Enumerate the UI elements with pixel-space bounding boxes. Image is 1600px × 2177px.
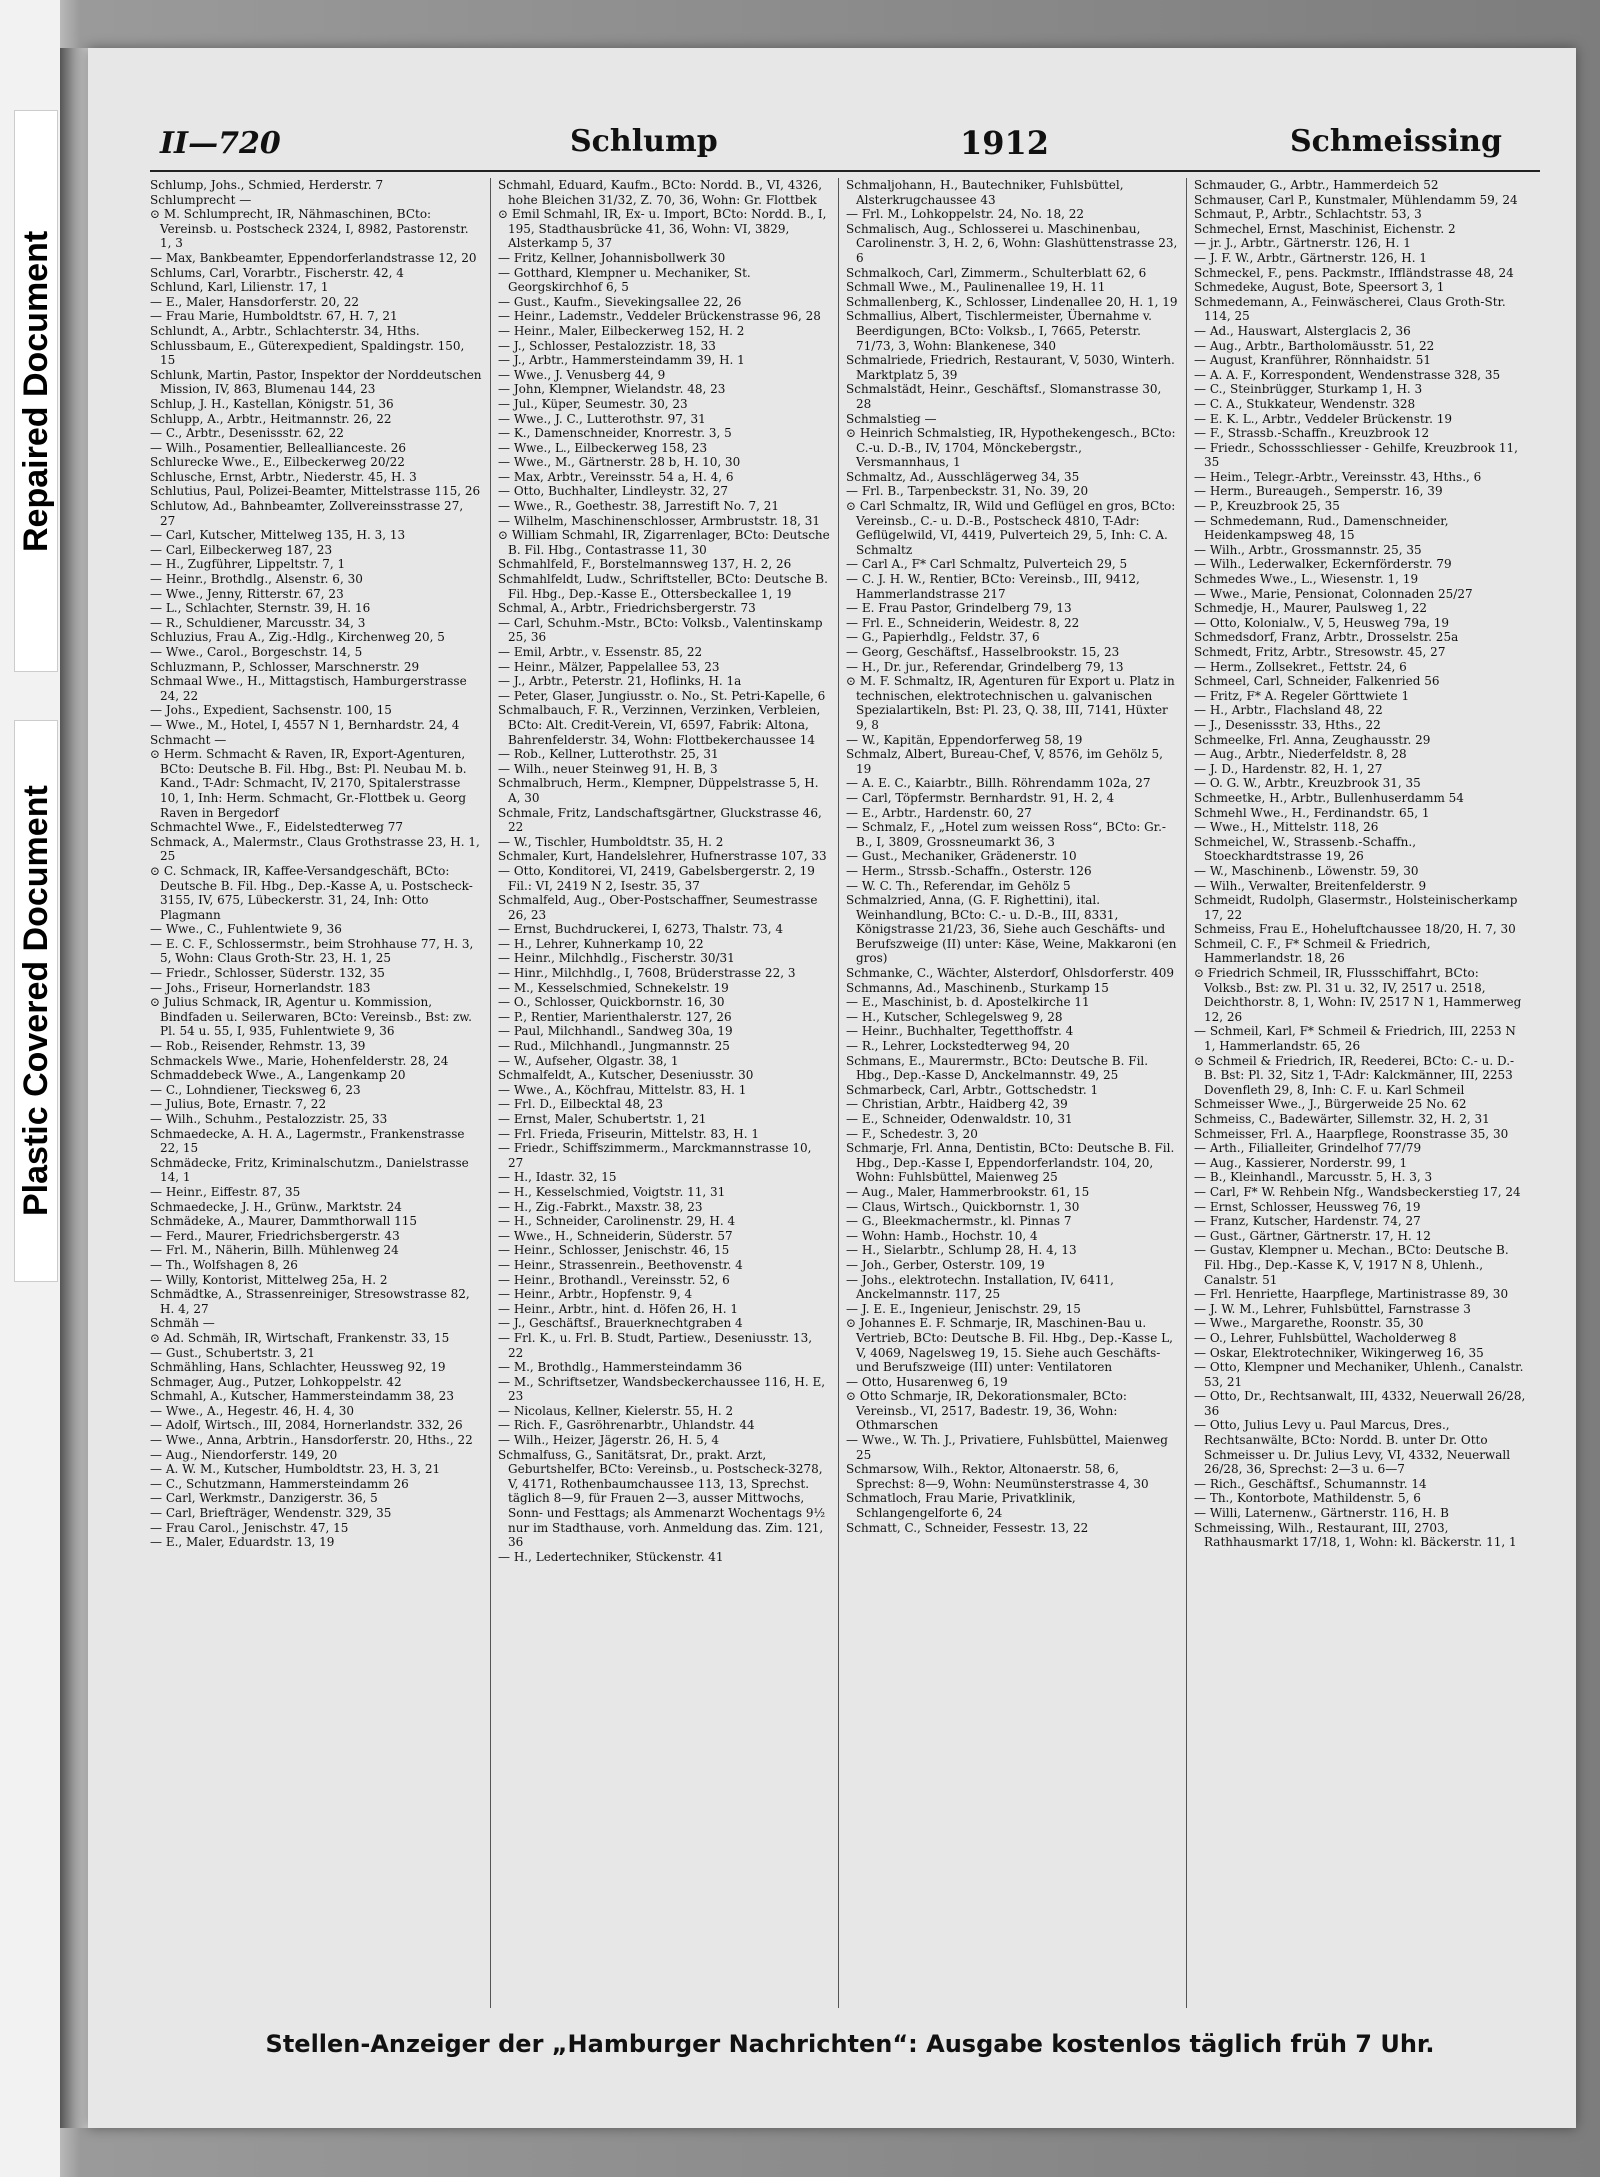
directory-entry: Schmeil, C. F., F* Schmeil & Friedrich, Hammerlandstr. 18, 26 bbox=[1194, 936, 1431, 966]
directory-entry: — Wwe., A., Köchfrau, Mittelstr. 83, H. 1 bbox=[498, 1082, 747, 1097]
directory-entry: — J. D., Hardenstr. 82, H. 1, 27 bbox=[1194, 761, 1383, 776]
directory-entry: — Schmeil, Karl, F* Schmeil & Friedrich, III, 2253 N 1, Hammerlandstr. 65, 26 bbox=[1194, 1024, 1516, 1054]
directory-entry: Schmalz, Albert, Bureau-Chef, V, 8576, im Gehölz 5, 19 bbox=[846, 747, 1163, 776]
directory-entry: — Otto, Konditorei, VI, 2419, Gabelsbergerstr. 2, 19 Fil.: VI, 2419 N 2, Isestr. 35, 37 bbox=[498, 863, 815, 893]
directory-entry: — J., Geschäftsf., Brauerknechtgraben 4 bbox=[498, 1316, 743, 1331]
directory-entry: ⊙ M. Schlumprecht, IR, Nähmaschinen, BCto: Vereinsb. u. Postscheck 2324, I, 8982, Pastorenstr. 1, 3 bbox=[150, 207, 469, 251]
directory-entry: — Frl. B., Tarpenbeckstr. 31, No. 39, 20 bbox=[846, 484, 1089, 499]
directory-entry: Schmaal Wwe., H., Mittagstisch, Hamburgerstrasse 24, 22 bbox=[150, 674, 467, 703]
directory-entry: — Aug., Arbtr., Niederfeldstr. 8, 28 bbox=[1194, 747, 1407, 762]
directory-entry: — Ferd., Maurer, Friedrichsbergerstr. 43 bbox=[150, 1228, 400, 1243]
directory-entry: — Frl. E., Schneiderin, Weidestr. 8, 22 bbox=[846, 615, 1080, 630]
directory-entry: — Johs., Expedient, Sachsenstr. 100, 15 bbox=[150, 703, 392, 718]
directory-entry: — Wwe., H., Schneiderin, Süderstr. 57 bbox=[498, 1228, 733, 1243]
directory-entry: Schmedsdorf, Franz, Arbtr., Drosselstr. 25a bbox=[1194, 630, 1459, 645]
directory-entry: Schmahlfeldt, Ludw., Schriftsteller, BCto: Deutsche B. Fil. Hbg., Dep.-Kasse E., Ottersbeckallee 1, 19 bbox=[498, 572, 828, 601]
directory-entry: — Gust., Mechaniker, Grädenerstr. 10 bbox=[846, 849, 1077, 864]
directory-entry: Schmeichel, W., Strassenb.-Schaffn., Stoeckhardtstrasse 19, 26 bbox=[1194, 834, 1417, 864]
repaired-document-label: Repaired Document bbox=[14, 110, 58, 672]
directory-entry: Schmarje, Frl. Anna, Dentistin, BCto: Deutsche B. Fil. Hbg., Dep.-Kasse I, Eppendorferlandstr. 104, 20, Wohn: Fuhlsbüttel, Maienweg 25 bbox=[846, 1141, 1175, 1185]
directory-entry: — F., Schedestr. 3, 20 bbox=[846, 1126, 978, 1141]
directory-entry: Schlussbaum, E., Güterexpedient, Spaldingstr. 150, 15 bbox=[150, 338, 465, 368]
directory-entry: — M., Kesselschmied, Schnekelstr. 19 bbox=[498, 980, 729, 995]
directory-entry: — Wwe., M., Gärtnerstr. 28 b, H. 10, 30 bbox=[498, 455, 741, 470]
directory-entry: — H., Zugführer, Lippeltstr. 7, 1 bbox=[150, 557, 346, 572]
directory-entry: — Frl. D., Eilbecktal 48, 23 bbox=[498, 1097, 663, 1112]
directory-entry: — H., Zig.-Fabrkt., Maxstr. 38, 23 bbox=[498, 1199, 703, 1214]
directory-entry: Schmeelke, Frl. Anna, Zeughausstr. 29 bbox=[1194, 732, 1431, 747]
directory-entry: — J., Arbtr., Hammersteindamm 39, H. 1 bbox=[498, 353, 745, 368]
directory-entry: — C., Schutzmann, Hammersteindamm 26 bbox=[150, 1476, 409, 1491]
directory-entry: — A. E. C., Kaiarbtr., Billh. Röhrendamm 102a, 27 bbox=[846, 776, 1151, 791]
directory-entry: — Wwe., J. Venusberg 44, 9 bbox=[498, 367, 666, 382]
directory-entry: — Johs., elektrotechn. Installation, IV, 6411, Anckelmannstr. 117, 25 bbox=[846, 1272, 1114, 1302]
directory-entry: — Willy, Kontorist, Mittelweg 25a, H. 2 bbox=[150, 1272, 388, 1287]
directory-entry: — Gotthard, Klempner u. Mechaniker, St. Georgskirchhof 6, 5 bbox=[498, 265, 751, 295]
directory-entry: — E. Frau Pastor, Grindelberg 79, 13 bbox=[846, 601, 1072, 616]
directory-entry: — Carl, Eilbeckerweg 187, 23 bbox=[150, 542, 333, 557]
directory-entry: — O., Schlosser, Quickbornstr. 16, 30 bbox=[498, 995, 725, 1010]
directory-entry: — Carl A., F* Carl Schmaltz, Pulverteich 29, 5 bbox=[846, 557, 1128, 572]
directory-entry: — Heim., Telegr.-Arbtr., Vereinsstr. 43, Hths., 6 bbox=[1194, 469, 1482, 484]
directory-entry: — Julius, Bote, Ernastr. 7, 22 bbox=[150, 1097, 327, 1112]
directory-entry: — Wwe., H., Mittelstr. 118, 26 bbox=[1194, 820, 1379, 835]
directory-entry: ⊙ M. F. Schmaltz, IR, Agenturen für Export u. Platz in technischen, elektrotechnischen u. galvanischen Spezialartikeln, Bst: Pl. 23, Q. 38, III, 7141, Hüxter 9, 8 bbox=[846, 674, 1175, 732]
directory-entry: — E., Maler, Hansdorferstr. 20, 22 bbox=[150, 294, 360, 309]
directory-entry: — Wwe., A., Hegestr. 46, H. 4, 30 bbox=[150, 1403, 354, 1418]
directory-entry: — Otto, Klempner und Mechaniker, Uhlenh., Canalstr. 53, 21 bbox=[1194, 1360, 1524, 1389]
directory-entry: — Carl, Werkmstr., Danzigerstr. 36, 5 bbox=[150, 1491, 378, 1506]
directory-entry: — Otto, Kolonialw., V, 5, Heusweg 79a, 19 bbox=[1194, 615, 1450, 630]
directory-entry: — H., Kesselschmied, Voigtstr. 11, 31 bbox=[498, 1184, 726, 1199]
directory-entry: — August, Kranführer, Rönnhaidstr. 51 bbox=[1194, 353, 1432, 368]
directory-entry: — J., Arbtr., Peterstr. 21, Hoflinks, H. 1a bbox=[498, 674, 742, 689]
directory-entry: — Carl, Kutscher, Mittelweg 135, H. 3, 13 bbox=[150, 528, 406, 543]
directory-entry: — E. K. L., Arbtr., Veddeler Brückenstr. 19 bbox=[1194, 411, 1452, 426]
directory-entry: — Schmalz, F., „Hotel zum weissen Ross“, BCto: Gr.-B., I, 3809, Grossneumarkt 36, 3 bbox=[846, 820, 1166, 849]
directory-entry: — Aug., Arbtr., Bartholomäusstr. 51, 22 bbox=[1194, 338, 1435, 353]
directory-entry: Schmeidt, Rudolph, Glasermstr., Holsteinischerkamp 17, 22 bbox=[1194, 893, 1518, 922]
directory-entry: — Th., Kontorbote, Mathildenstr. 5, 6 bbox=[1194, 1491, 1421, 1506]
directory-entry: Schmans, E., Maurermstr., BCto: Deutsche B. Fil. Hbg., Dep.-Kasse D, Anckelmannstr. 49, 25 bbox=[846, 1053, 1149, 1083]
directory-entry: — Ad., Hauswart, Alsterglacis 2, 36 bbox=[1194, 323, 1411, 338]
directory-entry: — Rich. F., Gasröhrenarbtr., Uhlandstr. 44 bbox=[498, 1418, 755, 1433]
directory-entry: — Wilhelm, Maschinenschlosser, Armbruststr. 18, 31 bbox=[498, 513, 820, 528]
directory-entry: — Heinr., Milchhdlg., Fischerstr. 30/31 bbox=[498, 951, 735, 966]
directory-entry: — Nicolaus, Kellner, Kielerstr. 55, H. 2 bbox=[498, 1403, 734, 1418]
directory-entry: — Gust., Schubertstr. 3, 21 bbox=[150, 1345, 315, 1360]
directory-entry: Schmeiss, Frau E., Hoheluftchaussee 18/20, H. 7, 30 bbox=[1194, 922, 1516, 937]
header-rule bbox=[150, 170, 1540, 172]
directory-entry: — J. E. E., Ingenieur, Jenischstr. 29, 15 bbox=[846, 1301, 1081, 1316]
directory-entry: Schmädecke, Fritz, Kriminalschutzm., Danielstrasse 14, 1 bbox=[150, 1155, 469, 1185]
directory-entry: Schmalriede, Friedrich, Restaurant, V, 5030, Winterh. Marktplatz 5, 39 bbox=[846, 353, 1175, 382]
directory-entry: Schlup, J. H., Kastellan, Königstr. 51, 36 bbox=[150, 396, 394, 411]
directory-entry: — Arth., Filialleiter, Grindelhof 77/79 bbox=[1194, 1141, 1422, 1156]
directory-entry: — E., Arbtr., Hardenstr. 60, 27 bbox=[846, 805, 1032, 820]
directory-entry: — G., Papierhdlg., Feldstr. 37, 6 bbox=[846, 630, 1040, 645]
directory-entry: — W., Aufseher, Olgastr. 38, 1 bbox=[498, 1053, 679, 1068]
directory-entry: — Wwe., Margarethe, Roonstr. 35, 30 bbox=[1194, 1316, 1424, 1331]
directory-entry: — J. W. M., Lehrer, Fuhlsbüttel, Farnstrasse 3 bbox=[1194, 1301, 1471, 1316]
directory-entry: ⊙ Schmeil & Friedrich, IR, Reederei, BCto: C.- u. D.-B. Bst: Pl. 32, Sitz 1, T-Adr: Kalckmänner, III, 2253 Dovenfleth 29, 8, Inh: C. F. u. Karl Schmeil bbox=[1194, 1053, 1515, 1097]
directory-entry: — O., Lehrer, Fuhlsbüttel, Wacholderweg 8 bbox=[1194, 1330, 1457, 1345]
directory-entry: Schmatt, C., Schneider, Fessestr. 13, 22 bbox=[846, 1520, 1089, 1535]
directory-entry: Schlund, Karl, Lilienstr. 17, 1 bbox=[150, 280, 329, 295]
directory-entry: — Wilh., Schuhm., Pestalozzistr. 25, 33 bbox=[150, 1112, 388, 1126]
directory-entry: — Adolf, Wirtsch., III, 2084, Hornerlandstr. 332, 26 bbox=[150, 1418, 463, 1433]
directory-entry: Schmedes Wwe., L., Wiesenstr. 1, 19 bbox=[1194, 572, 1419, 587]
directory-entry: — Herm., Zollsekret., Fettstr. 24, 6 bbox=[1194, 659, 1407, 674]
directory-entry: Schmedeke, August, Bote, Speersort 3, 1 bbox=[1194, 280, 1445, 295]
directory-entry: — Otto, Buchhalter, Lindleystr. 32, 27 bbox=[498, 484, 728, 499]
directory-entry: Schmeisser Wwe., J., Bürgerweide 25 No. 62 bbox=[1194, 1097, 1467, 1112]
directory-entry: — Heinr., Mälzer, Pappelallee 53, 23 bbox=[498, 659, 720, 674]
directory-entry: — Wilh., Heizer, Jägerstr. 26, H. 5, 4 bbox=[498, 1433, 720, 1448]
directory-entry: — Th., Wolfshagen 8, 26 bbox=[150, 1257, 298, 1272]
directory-entry: Schmaut, P., Arbtr., Schlachtstr. 53, 3 bbox=[1194, 207, 1422, 222]
directory-entry: — Frl. Frieda, Friseurin, Mittelstr. 83, H. 1 bbox=[498, 1126, 759, 1141]
directory-entry: — Peter, Glaser, Jungiusstr. o. No., St. Petri-Kapelle, 6 bbox=[498, 688, 826, 703]
page-binding-edge bbox=[60, 48, 88, 2128]
directory-entry: — Frau Carol., Jenischstr. 47, 15 bbox=[150, 1520, 349, 1535]
directory-entry: Schmallius, Albert, Tischlermeister, Übernahme v. Beerdigungen, BCto: Volksb., I, 7665, Peterstr. 71/73, 3, Wohn: Blankenese, 340 bbox=[846, 309, 1152, 353]
directory-entry: — O. G. W., Arbtr., Kreuzbrook 31, 35 bbox=[1194, 776, 1421, 791]
directory-entry: ⊙ Julius Schmack, IR, Agentur u. Kommission, Bindfaden u. Seilerwaren, BCto: Vereinsb., Bst: zw. Pl. 54 u. 55, I, 935, Fuhlentwiete 9, 36 bbox=[150, 995, 472, 1039]
directory-entry: — Herm., Bureaugeh., Semperstr. 16, 39 bbox=[1194, 484, 1443, 499]
directory-entry: — P., Rentier, Marienthalerstr. 127, 26 bbox=[498, 1009, 732, 1024]
directory-entry: — K., Damenschneider, Knorrestr. 3, 5 bbox=[498, 426, 732, 441]
directory-entry: — Wilh., Posamentier, Belleallianceste. 26 bbox=[150, 440, 406, 455]
directory-entry: — W., Kapitän, Eppendorferweg 58, 19 bbox=[846, 732, 1083, 747]
directory-entry: — J., Schlosser, Pestalozzistr. 18, 33 bbox=[498, 338, 716, 353]
column-divider bbox=[490, 178, 491, 2008]
directory-entry: — Herm., Strssb.-Schaffn., Osterstr. 126 bbox=[846, 863, 1092, 878]
directory-entry: — B., Kleinhandl., Marcusstr. 5, H. 3, 3 bbox=[1194, 1170, 1433, 1185]
directory-entry: Schmechel, Ernst, Maschinist, Eichenstr. 2 bbox=[1194, 221, 1456, 236]
directory-entry: — A. W. M., Kutscher, Humboldtstr. 23, H. 3, 21 bbox=[150, 1462, 441, 1477]
directory-entry: — H., Sielarbtr., Schlump 28, H. 4, 13 bbox=[846, 1243, 1077, 1258]
directory-entry: — Carl, Briefträger, Wendenstr. 329, 35 bbox=[150, 1506, 392, 1521]
directory-columns bbox=[150, 178, 1540, 2008]
directory-entry: — Frl. M., Lohkoppelstr. 24, No. 18, 22 bbox=[846, 207, 1085, 222]
directory-entry: Schmalzried, Anna, (G. F. Righettini), ital. Weinhandlung, BCto: C.- u. D.-B., III, 8331, Königstrasse 21/23, 36, Siehe auch Geschäfts- und Berufszweige (II) unter: Käse, Weine, Makkaroni (en gros) bbox=[846, 893, 1177, 966]
directory-entry: — Frau Marie, Humboldtstr. 67, H. 7, 21 bbox=[150, 309, 398, 324]
directory-entry: — Hinr., Milchhdlg., I, 7608, Brüderstrasse 22, 3 bbox=[498, 966, 796, 981]
directory-entry: — Rob., Reisender, Rehmstr. 13, 39 bbox=[150, 1039, 366, 1054]
directory-entry: Schmanns, Ad., Maschinenb., Sturkamp 15 bbox=[846, 980, 1109, 995]
plastic-covered-document-label: Plastic Covered Document bbox=[14, 720, 58, 1282]
directory-entry: Schlurecke Wwe., E., Eilbeckerweg 20/22 bbox=[150, 455, 405, 470]
directory-entry: — Heinr., Strassenrein., Beethovenstr. 4 bbox=[498, 1257, 743, 1272]
directory-entry: — Fritz, F* A. Regeler Görttwiete 1 bbox=[1194, 688, 1410, 703]
page-header bbox=[160, 120, 1540, 170]
directory-entry: — Christian, Arbtr., Haidberg 42, 39 bbox=[846, 1097, 1068, 1112]
directory-entry: — Otto, Julius Levy u. Paul Marcus, Dres., Rechtsanwälte, BCto: Nordd. B. unter Dr. Otto Schmeisser u. Dr. Julius Levy, VI, 4332, Neuerwall 26/28, 36, Sprechst: 2—3 u. 6—7 bbox=[1194, 1418, 1511, 1477]
directory-entry: ⊙ Otto Schmarje, IR, Dekorationsmaler, BCto: Vereinsb., VI, 2517, Badestr. 19, 36, Wohn: Othmarschen bbox=[846, 1389, 1127, 1433]
directory-entry: — Heinr., Maler, Eilbeckerweg 152, H. 2 bbox=[498, 323, 745, 338]
directory-entry: Schmager, Aug., Putzer, Lohkoppelstr. 42 bbox=[150, 1374, 402, 1389]
directory-entry: — Fritz, Kellner, Johannisbollwerk 30 bbox=[498, 250, 726, 265]
directory-entry: — C., Steinbrügger, Sturkamp 1, H. 3 bbox=[1194, 382, 1423, 397]
directory-entry: — Wwe., Jenny, Ritterstr. 67, 23 bbox=[150, 586, 344, 601]
directory-entry: Schmachtel Wwe., F., Eidelstedterweg 77 bbox=[150, 820, 404, 835]
directory-entry: — Heinr., Arbtr., hint. d. Höfen 26, H. 1 bbox=[498, 1301, 739, 1316]
directory-entry: — H., Dr. jur., Referendar, Grindelberg 79, 13 bbox=[846, 659, 1124, 674]
directory-entry: — Gust., Gärtner, Gärtnerstr. 17, H. 12 bbox=[1194, 1228, 1431, 1243]
directory-entry: — C., Arbtr., Desenissstr. 62, 22 bbox=[150, 426, 344, 441]
directory-entry: — Wwe., L., Eilbeckerweg 158, 23 bbox=[498, 440, 708, 455]
directory-entry: — E., Schneider, Odenwaldstr. 10, 31 bbox=[846, 1112, 1073, 1126]
directory-entry: — Georg, Geschäftsf., Hasselbrookstr. 15, 23 bbox=[846, 645, 1120, 659]
page-number: II—720 bbox=[160, 126, 281, 161]
directory-entry: — Aug., Maler, Hammerbrookstr. 61, 15 bbox=[846, 1184, 1090, 1199]
directory-entry: — Wwe., W. Th. J., Privatiere, Fuhlsbüttel, Maienweg 25 bbox=[846, 1433, 1168, 1462]
directory-entry: — E., Maschinist, b. d. Apostelkirche 11 bbox=[846, 995, 1090, 1010]
directory-entry: — Wwe., Carol., Borgeschstr. 14, 5 bbox=[150, 645, 363, 659]
directory-entry: Schmackels Wwe., Marie, Hohenfelderstr. 28, 24 bbox=[150, 1053, 449, 1068]
directory-entry: — Schmedemann, Rud., Damenschneider, Heidenkampsweg 48, 15 bbox=[1194, 513, 1449, 543]
directory-entry: Schlusche, Ernst, Arbtr., Niederstr. 45, H. 3 bbox=[150, 469, 417, 484]
column-divider bbox=[1186, 178, 1187, 2008]
directory-entry: — Friedr., Schossschliesser - Gehilfe, Kreuzbrook 11, 35 bbox=[1194, 440, 1518, 470]
column-3 bbox=[846, 178, 1178, 2008]
directory-entry: Schmarsow, Wilh., Rektor, Altonaerstr. 58, 6, Sprechst: 8—9, Wohn: Neumünsterstrasse 4, 30 bbox=[846, 1462, 1149, 1491]
directory-entry: — Gustav, Klempner u. Mechan., BCto: Deutsche B. Fil. Hbg., Dep.-Kasse K, V, 1917 N 8, Uhlenh., Canalstr. 51 bbox=[1194, 1243, 1509, 1287]
directory-entry: — Joh., Gerber, Osterstr. 109, 19 bbox=[846, 1257, 1045, 1272]
directory-entry: — A. A. F., Korrespondent, Wendenstrasse 328, 35 bbox=[1194, 367, 1501, 382]
directory-entry: — R., Schuldiener, Marcusstr. 34, 3 bbox=[150, 615, 366, 630]
directory-entry: — Willi, Laternenw., Gärtnerstr. 116, H. B bbox=[1194, 1506, 1449, 1521]
directory-entry: Schmalisch, Aug., Schlosserei u. Maschinenbau, Carolinenstr. 3, H. 2, 6, Wohn: Glashüttenstrasse 23, 6 bbox=[846, 221, 1178, 265]
directory-entry: — Claus, Wirtsch., Quickbornstr. 1, 30 bbox=[846, 1199, 1080, 1214]
directory-entry: Schmahl, Eduard, Kaufm., BCto: Nordd. B., VI, 4326, hohe Bleichen 31/32, Z. 70, 36, Wohn: Gr. Flottbek bbox=[498, 178, 823, 207]
directory-entry: — C. J. H. W., Rentier, BCto: Vereinsb., III, 9412, Hammerlandstrasse 217 bbox=[846, 572, 1140, 601]
directory-entry: Schmäh — bbox=[150, 1316, 215, 1331]
directory-entry: Schmedt, Fritz, Arbtr., Stresowstr. 45, 27 bbox=[1194, 645, 1446, 659]
column-1 bbox=[150, 178, 482, 2008]
directory-entry: ⊙ Herm. Schmacht & Raven, IR, Export-Agenturen, BCto: Deutsche B. Fil. Hbg., Bst: Pl. Neubau M. b. Kand., T-Adr: Schmacht, IV, 2170, Spitalerstrasse 10, 1, Inh: Herm. Schmacht, Gr.-Flottbek u. Georg Raven in Bergedorf bbox=[150, 747, 467, 820]
directory-entry: — Heinr., Eiffestr. 87, 35 bbox=[150, 1184, 301, 1199]
directory-entry: Schluzius, Frau A., Zig.-Hdlg., Kirchenweg 20, 5 bbox=[150, 630, 445, 645]
directory-entry: Schmeissing, Wilh., Restaurant, III, 2703, Rathhausmarkt 17/18, 1, Wohn: kl. Bäckerstr. 11, 1 bbox=[1194, 1520, 1517, 1550]
directory-entry: — C. A., Stukkateur, Wendenstr. 328 bbox=[1194, 396, 1416, 411]
directory-entry: Schmeckel, F., pens. Packmstr., Iffländstrasse 48, 24 bbox=[1194, 265, 1514, 280]
directory-entry: — Gust., Kaufm., Sievekingsallee 22, 26 bbox=[498, 294, 742, 309]
directory-entry: — Rich., Geschäftsf., Schumannstr. 14 bbox=[1194, 1476, 1427, 1491]
directory-entry: — Wwe., R., Goethestr. 38, Jarrestift No. 7, 21 bbox=[498, 499, 780, 514]
directory-entry: — Max, Arbtr., Vereinsstr. 54 a, H. 4, 6 bbox=[498, 469, 734, 484]
directory-entry: Schmarbeck, Carl, Arbtr., Gottschedstr. 1 bbox=[846, 1082, 1099, 1097]
directory-entry: — L., Schlachter, Sternstr. 39, H. 16 bbox=[150, 601, 371, 616]
directory-entry: — J. F. W., Arbtr., Gärtnerstr. 126, H. 1 bbox=[1194, 250, 1428, 265]
directory-entry: — H., Idastr. 32, 15 bbox=[498, 1170, 617, 1185]
directory-entry: Schlundt, A., Arbtr., Schlachterstr. 34, Hths. bbox=[150, 323, 420, 338]
directory-entry: Schmedemann, A., Feinwäscherei, Claus Groth-Str. 114, 25 bbox=[1194, 294, 1506, 324]
directory-entry: — Otto, Husarenweg 6, 19 bbox=[846, 1374, 1008, 1389]
directory-entry: — Heinr., Schlosser, Jenischstr. 46, 15 bbox=[498, 1243, 730, 1258]
directory-entry: Schlunk, Martin, Pastor, Inspektor der Norddeutschen Mission, IV, 863, Blumenau 144, 23 bbox=[150, 367, 482, 397]
directory-entry: — W., Tischler, Humboldtstr. 35, H. 2 bbox=[498, 834, 724, 849]
column-divider bbox=[838, 178, 839, 2008]
directory-entry: — J., Desenissstr. 33, Hths., 22 bbox=[1194, 717, 1381, 732]
directory-entry: Schmaddebeck Wwe., A., Langenkamp 20 bbox=[150, 1068, 406, 1083]
directory-entry: Schmaljohann, H., Bautechniker, Fuhlsbüttel, Alsterkrugchaussee 43 bbox=[846, 178, 1124, 207]
directory-entry: ⊙ William Schmahl, IR, Zigarrenlager, BCto: Deutsche B. Fil. Hbg., Contastrasse 11, 30 bbox=[498, 528, 830, 557]
directory-entry: — E., Maler, Eduardstr. 13, 19 bbox=[150, 1535, 335, 1550]
directory-entry: ⊙ Johannes E. F. Schmarje, IR, Maschinen-Bau u. Vertrieb, BCto: Deutsche B. Fil. Hbg., Dep.-Kasse L, V, 4069, Nagelsweg 19, 15. Siehe auch Geschäfts- und Berufszweige (III) unter: Ventilatoren bbox=[846, 1316, 1173, 1375]
directory-entry: Schmauder, G., Arbtr., Hammerdeich 52 bbox=[1194, 178, 1439, 192]
directory-entry: Schmalbruch, Herm., Klempner, Düppelstrasse 5, H. A, 30 bbox=[498, 776, 819, 805]
directory-entry: — C., Lohndiener, Tiecksweg 6, 23 bbox=[150, 1082, 361, 1097]
directory-entry: — M., Brothdlg., Hammersteindamm 36 bbox=[498, 1360, 743, 1375]
directory-entry: ⊙ Heinrich Schmalstieg, IR, Hypothekengesch., BCto: C.-u. D.-B., IV, 1704, Mönckebergstr., Versmannhaus, 1 bbox=[846, 426, 1176, 470]
directory-entry: — Carl, F* W. Rehbein Nfg., Wandsbeckerstieg 17, 24 bbox=[1194, 1184, 1521, 1199]
first-entry-name: Schlump bbox=[570, 124, 718, 159]
directory-entry: — H., Ledertechniker, Stückenstr. 41 bbox=[498, 1549, 724, 1564]
directory-entry: — Wilh., neuer Steinweg 91, H. B, 3 bbox=[498, 761, 718, 776]
directory-entry: ⊙ Emil Schmahl, IR, Ex- u. Import, BCto: Nordd. B., I, 195, Stadthausbrücke 41, 36, Wohn: VI, 3829, Alsterkamp 5, 37 bbox=[498, 207, 827, 251]
directory-entry: Schmaler, Kurt, Handelslehrer, Hufnerstrasse 107, 33 bbox=[498, 849, 827, 864]
directory-entry: — Wwe., Marie, Pensionat, Colonnaden 25/27 bbox=[1194, 586, 1473, 601]
directory-entry: Schmeisser, Frl. A., Haarpflege, Roonstrasse 35, 30 bbox=[1194, 1126, 1509, 1141]
directory-entry: — Wwe., Anna, Arbtrin., Hansdorferstr. 20, Hths., 22 bbox=[150, 1433, 473, 1448]
directory-entry: — Aug., Kassierer, Norderstr. 99, 1 bbox=[1194, 1155, 1408, 1170]
footer-advertisement: Stellen-Anzeiger der „Hamburger Nachrichten“: Ausgabe kostenlos täglich früh 7 Uhr. bbox=[265, 2030, 1435, 2058]
directory-entry: — P., Kreuzbrook 25, 35 bbox=[1194, 499, 1340, 514]
directory-entry: Schmeiss, C., Badewärter, Sillemstr. 32, H. 2, 31 bbox=[1194, 1112, 1490, 1126]
directory-entry: — Wwe., J. C., Lutterothstr. 97, 31 bbox=[498, 411, 706, 426]
directory-entry: Schlupp, A., Arbtr., Heitmannstr. 26, 22 bbox=[150, 411, 392, 426]
directory-entry: ⊙ C. Schmack, IR, Kaffee-Versandgeschäft, BCto: Deutsche B. Fil. Hbg., Dep.-Kasse A, u. Postscheck-3155, IV, 675, Lübeckerstr. 31, 24, Inh: Otto Plagmann bbox=[150, 863, 473, 922]
side-label-strip bbox=[0, 0, 60, 2177]
directory-entry: Schmalstädt, Heinr., Geschäftsf., Slomanstrasse 30, 28 bbox=[846, 382, 1162, 411]
directory-entry: Schmalbauch, F. R., Verzinnen, Verzinken, Verbleien, BCto: Alt. Credit-Verein, VI, 6597, Fabrik: Altona, Bahrenfelderstr. 34, Wohn: Flottbekerchaussee 14 bbox=[498, 703, 821, 747]
directory-entry: — R., Lehrer, Lockstedterweg 94, 20 bbox=[846, 1039, 1070, 1054]
directory-entry: Schmack, A., Malermstr., Claus Grothstrasse 23, H. 1, 25 bbox=[150, 834, 480, 864]
directory-entry: Schmaltz, Ad., Ausschlägerweg 34, 35 bbox=[846, 469, 1080, 484]
directory-entry: — H., Lehrer, Kuhnerkamp 10, 22 bbox=[498, 936, 704, 951]
directory-entry: — Rob., Kellner, Lutterothstr. 25, 31 bbox=[498, 747, 719, 762]
directory-entry: — Oskar, Elektrotechniker, Wikingerweg 16, 35 bbox=[1194, 1345, 1484, 1360]
directory-entry: — H., Schneider, Carolinenstr. 29, H. 4 bbox=[498, 1214, 736, 1229]
directory-entry: — Johs., Friseur, Hornerlandstr. 183 bbox=[150, 980, 371, 995]
directory-entry: Schmale, Fritz, Landschaftsgärtner, Gluckstrasse 46, 22 bbox=[498, 805, 822, 835]
directory-entry: Schmalfeld, Aug., Ober-Postschaffner, Seumestrasse 26, 23 bbox=[498, 893, 818, 922]
column-4 bbox=[1194, 178, 1526, 2008]
directory-entry: — Wilh., Lederwalker, Eckernförderstr. 79 bbox=[1194, 557, 1452, 572]
directory-entry: — jr. J., Arbtr., Gärtnerstr. 126, H. 1 bbox=[1194, 236, 1411, 251]
directory-entry: Schlutow, Ad., Bahnbeamter, Zollvereinsstrasse 27, 27 bbox=[150, 499, 464, 528]
directory-entry: Schmalkoch, Carl, Zimmerm., Schulterblatt 62, 6 bbox=[846, 265, 1147, 280]
directory-entry: Schmähling, Hans, Schlachter, Heussweg 92, 19 bbox=[150, 1360, 446, 1375]
directory-entry: Schmalfuss, G., Sanitätsrat, Dr., prakt. Arzt, Geburtshelfer, BCto: Vereinsb., u. Postscheck-3278, V, 4171, Rothenbaumchaussee 113, 13, Sprechst. täglich 8—9, für Frauen 2—3, ausser Mittwochs, Sonn- und Festtags; als Ammenarzt Wochentags 9½ nur im Stadthause, vorh. Anmeldung das. Zim. 121, 36 bbox=[498, 1447, 826, 1550]
directory-entry: — Frl. M., Näherin, Billh. Mühlenweg 24 bbox=[150, 1243, 399, 1258]
directory-entry: — Aug., Niendorferstr. 149, 20 bbox=[150, 1447, 338, 1462]
directory-entry: ⊙ Friedrich Schmeil, IR, Flussschiffahrt, BCto: Volksb., Bst: zw. Pl. 31 u. 32, IV, 2517 u. 2518, Deichthorstr. 8, 1, Wohn: IV, 2517 N 1, Hammerweg 12, 26 bbox=[1194, 966, 1522, 1024]
column-2 bbox=[498, 178, 830, 2008]
directory-entry: Schmauser, Carl P., Kunstmaler, Mühlendamm 59, 24 bbox=[1194, 192, 1518, 207]
directory-entry: — G., Bleekmachermstr., kl. Pinnas 7 bbox=[846, 1214, 1072, 1229]
directory-entry: Schlutius, Paul, Polizei-Beamter, Mittelstrasse 115, 26 bbox=[150, 484, 481, 499]
directory-entry: Schmädtke, A., Strassenreiniger, Stresowstrasse 82, H. 4, 27 bbox=[150, 1287, 470, 1316]
directory-entry: Schlums, Carl, Vorarbtr., Fischerstr. 42, 4 bbox=[150, 265, 404, 280]
directory-entry: — Franz, Kutscher, Hardenstr. 74, 27 bbox=[1194, 1214, 1421, 1229]
directory-entry: — Carl, Töpfermstr. Bernhardstr. 91, H. 2, 4 bbox=[846, 790, 1115, 805]
directory-entry: — Wwe., C., Fuhlentwiete 9, 36 bbox=[150, 922, 342, 937]
directory-entry: Schmall Wwe., M., Paulinenallee 19, H. 11 bbox=[846, 280, 1106, 295]
directory-entry: — Jul., Küper, Seumestr. 30, 23 bbox=[498, 396, 688, 411]
directory-entry: — M., Schriftsetzer, Wandsbeckerchaussee 116, H. E, 23 bbox=[498, 1374, 826, 1404]
directory-entry: — E. C. F., Schlossermstr., beim Strohhause 77, H. 3, 5, Wohn: Claus Groth-Str. 23, H. 1, 25 bbox=[150, 936, 474, 966]
directory-entry: — Otto, Dr., Rechtsanwalt, III, 4332, Neuerwall 26/28, 36 bbox=[1194, 1389, 1526, 1418]
directory-entry: Schmaedecke, A. H. A., Lagermstr., Frankenstrasse 22, 15 bbox=[150, 1126, 465, 1156]
directory-entry: Schmädeke, A., Maurer, Dammthorwall 115 bbox=[150, 1214, 418, 1229]
directory-entry: — John, Klempner, Wielandstr. 48, 23 bbox=[498, 382, 726, 397]
directory-entry: — Emil, Arbtr., v. Essenstr. 85, 22 bbox=[498, 645, 703, 659]
edition-year: 1912 bbox=[960, 124, 1050, 162]
directory-entry: Schmaedecke, J. H., Grünw., Marktstr. 24 bbox=[150, 1199, 402, 1214]
directory-entry: — Wilh., Arbtr., Grossmannstr. 25, 35 bbox=[1194, 542, 1422, 557]
directory-entry: — H., Arbtr., Flachsland 48, 22 bbox=[1194, 703, 1383, 718]
directory-entry: — W. C. Th., Referendar, im Gehölz 5 bbox=[846, 878, 1071, 893]
directory-entry: — Wohn: Hamb., Hochstr. 10, 4 bbox=[846, 1228, 1038, 1243]
directory-entry: ⊙ Carl Schmaltz, IR, Wild und Geflügel en gros, BCto: Vereinsb., C.- u. D.-B., Postscheck 4810, T-Adr: Geflügelwild, VI, 4419, Pulverteich 29, 5, Inh: C. A. Schmaltz bbox=[846, 499, 1176, 557]
directory-entry: — Heinr., Lademstr., Veddeler Brückenstrasse 96, 28 bbox=[498, 309, 821, 324]
directory-entry: — Frl. Henriette, Haarpflege, Martinistrasse 89, 30 bbox=[1194, 1287, 1509, 1302]
directory-entry: — Ernst, Schlosser, Heussweg 76, 19 bbox=[1194, 1199, 1421, 1214]
directory-entry: — Frl. K., u. Frl. B. Studt, Partiew., Deseniusstr. 13, 22 bbox=[498, 1330, 813, 1360]
directory-entry: — Heinr., Buchhalter, Tegetthoffstr. 4 bbox=[846, 1024, 1074, 1039]
directory-entry: Schmatloch, Frau Marie, Privatklinik, Schlangengelforte 6, 24 bbox=[846, 1491, 1076, 1521]
directory-entry: Schlumprecht — bbox=[150, 192, 252, 207]
directory-entry: Schmallenberg, K., Schlosser, Lindenallee 20, H. 1, 19 bbox=[846, 294, 1178, 309]
directory-entry: Schmanke, C., Wächter, Alsterdorf, Ohlsdorferstr. 409 bbox=[846, 966, 1175, 981]
directory-entry: — Carl, Schuhm.-Mstr., BCto: Volksb., Valentinskamp 25, 36 bbox=[498, 615, 823, 645]
directory-entry: Schluzmann, P., Schlosser, Marschnerstr. 29 bbox=[150, 659, 420, 674]
directory-entry: Schmalfeldt, A., Kutscher, Deseniusstr. 30 bbox=[498, 1068, 754, 1083]
directory-entry: — Max, Bankbeamter, Eppendorferlandstrasse 12, 20 bbox=[150, 250, 477, 265]
directory-entry: Schmedje, H., Maurer, Paulsweg 1, 22 bbox=[1194, 601, 1428, 616]
directory-entry: — F., Strassb.-Schaffn., Kreuzbrook 12 bbox=[1194, 426, 1430, 441]
directory-entry: — Ernst, Maler, Schubertstr. 1, 21 bbox=[498, 1112, 707, 1126]
directory-entry: Schmalstieg — bbox=[846, 411, 937, 426]
directory-entry: Schlump, Johs., Schmied, Herderstr. 7 bbox=[150, 178, 384, 192]
directory-entry: — Rud., Milchhandl., Jungmannstr. 25 bbox=[498, 1039, 730, 1054]
directory-entry: Schmacht — bbox=[150, 732, 227, 747]
directory-entry: — Wilh., Verwalter, Breitenfelderstr. 9 bbox=[1194, 878, 1427, 893]
directory-entry: Schmahlfeld, F., Borstelmannsweg 137, H. 2, 26 bbox=[498, 557, 792, 572]
directory-entry: — Friedr., Schiffszimmerm., Marckmannstrasse 10, 27 bbox=[498, 1141, 812, 1170]
directory-entry: Schmeetke, H., Arbtr., Bullenhuserdamm 54 bbox=[1194, 790, 1464, 805]
directory-entry: — H., Kutscher, Schlegelsweg 9, 28 bbox=[846, 1009, 1063, 1024]
directory-entry: Schmehl Wwe., H., Ferdinandstr. 65, 1 bbox=[1194, 805, 1430, 820]
directory-entry: Schmal, A., Arbtr., Friedrichsbergerstr. 73 bbox=[498, 601, 756, 616]
directory-entry: Schmahl, A., Kutscher, Hammersteindamm 38, 23 bbox=[150, 1389, 454, 1404]
directory-entry: ⊙ Ad. Schmäh, IR, Wirtschaft, Frankenstr. 33, 15 bbox=[150, 1330, 450, 1345]
directory-entry: — Heinr., Brothdlg., Alsenstr. 6, 30 bbox=[150, 572, 363, 587]
directory-entry: — Friedr., Schlosser, Süderstr. 132, 35 bbox=[150, 966, 385, 981]
directory-entry: Schmeel, Carl, Schneider, Falkenried 56 bbox=[1194, 674, 1440, 689]
directory-entry: — Wwe., M., Hotel, I, 4557 N 1, Bernhardstr. 24, 4 bbox=[150, 717, 460, 732]
directory-entry: — Paul, Milchhandl., Sandweg 30a, 19 bbox=[498, 1024, 733, 1039]
directory-entry: — Heinr., Brothandl., Vereinsstr. 52, 6 bbox=[498, 1272, 730, 1287]
directory-entry: — Heinr., Arbtr., Hopfenstr. 9, 4 bbox=[498, 1287, 693, 1302]
directory-entry: — W., Maschinenb., Löwenstr. 59, 30 bbox=[1194, 863, 1419, 878]
directory-entry: — Ernst, Buchdruckerei, I, 6273, Thalstr. 73, 4 bbox=[498, 922, 784, 937]
last-entry-name: Schmeissing bbox=[1290, 124, 1502, 159]
